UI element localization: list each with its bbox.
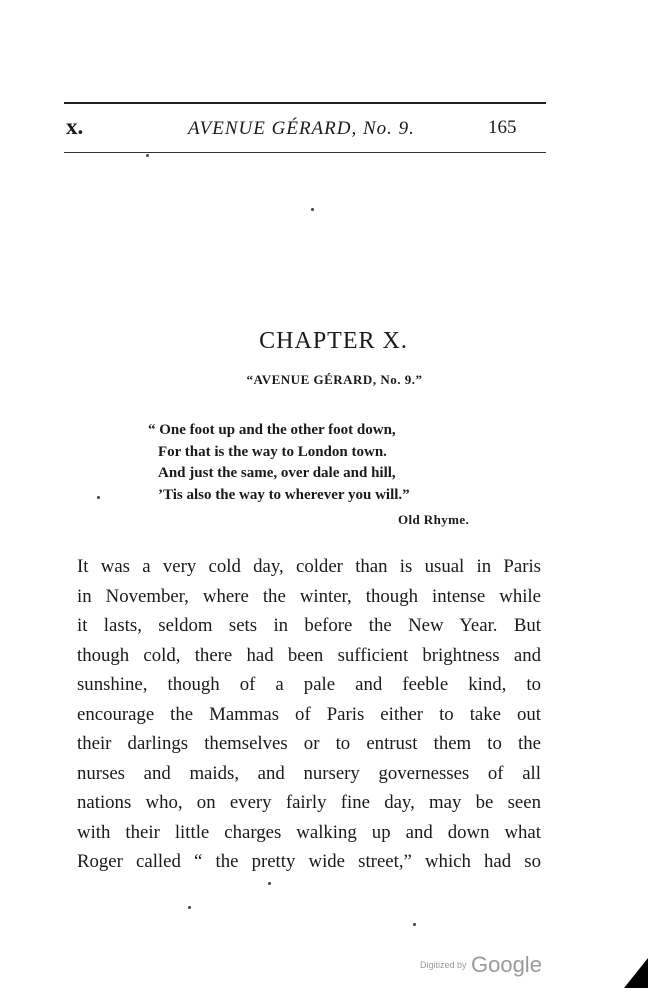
- body-line: it lasts, seldom sets in before the New Year. But: [77, 615, 541, 636]
- body-line: their darlings themselves or to entrust them to the: [77, 733, 541, 754]
- body-text: [77, 552, 541, 877]
- body-line: encourage the Mammas of Paris either to take out: [77, 703, 541, 725]
- digitized-watermark: [420, 952, 542, 978]
- body-line: in November, where the winter, though intense while: [77, 585, 541, 607]
- body-line: nurses and maids, and nursery governesses of all: [77, 762, 541, 784]
- running-head-chapter: x.: [66, 114, 84, 139]
- body-line: Roger called “ the pretty wide street,” which had so: [77, 851, 541, 872]
- body-line: though cold, there had been sufficient brightness and: [77, 644, 541, 666]
- verse-line: And just the same, over dale and hill,: [158, 465, 396, 481]
- google-logo: Google: [470, 952, 542, 977]
- body-line: nations who, on every fairly fine day, may be seen: [77, 792, 541, 813]
- chapter-subtitle: “AVENUE GÉRARD, No. 9.”: [246, 372, 423, 387]
- speck: [413, 923, 416, 926]
- speck: [188, 906, 191, 909]
- speck: [268, 882, 271, 885]
- running-head-title: AVENUE GÉRARD, No. 9.: [188, 118, 415, 139]
- verse-line: “ One foot up and the other foot down,: [148, 422, 396, 438]
- body-line: with their little charges walking up and down what: [77, 821, 541, 843]
- header-rule-top: [64, 102, 546, 104]
- page-number: 165: [488, 117, 517, 138]
- body-line: sunshine, though of a pale and feeble kind, to: [77, 674, 541, 695]
- body-line: It was a very cold day, colder than is usual in Paris: [77, 556, 541, 577]
- speck: [146, 154, 149, 157]
- speck: [311, 208, 314, 211]
- header-rule-bottom: [64, 152, 546, 153]
- verse-line: For that is the way to London town.: [158, 443, 387, 460]
- page-corner-mark: [624, 958, 648, 988]
- epigraph-attribution: Old Rhyme.: [398, 512, 470, 527]
- epigraph-verse: [148, 420, 410, 506]
- chapter-heading: CHAPTER X.: [259, 328, 408, 354]
- verse-line: ’Tis also the way to wherever you will.”: [158, 486, 410, 503]
- speck: [97, 496, 100, 499]
- watermark-prefix: Digitized by: [420, 960, 467, 970]
